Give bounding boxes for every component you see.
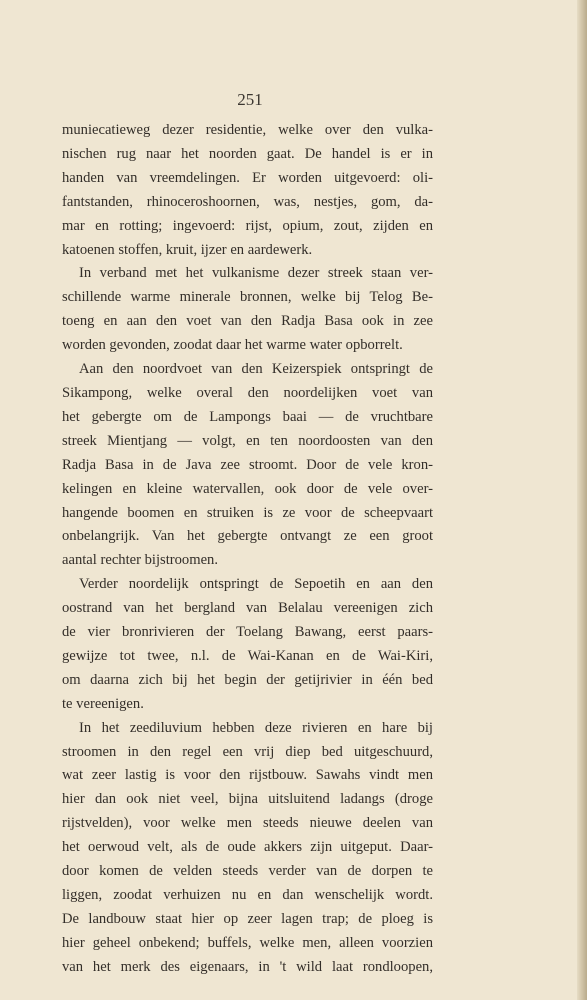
text-line: liggen, zoodat verhuizen nu en dan wenschelijk wordt.: [62, 887, 433, 903]
text-line: streek Mientjang — volgt, en ten noordoosten van den: [62, 432, 433, 449]
text-line: hier geheel onbekend; buffels, welke men, alleen voorzien: [62, 934, 433, 951]
text-line: handen van vreemdelingen. Er worden uitgevoerd: oli-: [62, 169, 433, 186]
text-line: kelingen en kleine watervallen, ook door de vele over-: [62, 480, 433, 497]
text-line: stroomen in den regel een vrij diep bed uitgeschuurd,: [62, 743, 433, 760]
text-line: oostrand van het bergland van Belalau vereenigen zich: [62, 600, 433, 617]
paragraph-1: [62, 119, 433, 262]
text-line: hier dan ook niet veel, bijna uitsluitend ladangs (droge: [62, 791, 433, 808]
body-text: [62, 119, 433, 980]
text-line: de vier bronrivieren der Toelang Bawang, eerst paars-: [62, 624, 433, 641]
text-line: Aan den noordvoet van den Keizerspiek ontspringt de: [79, 361, 433, 378]
text-line: Sikampong, welke overal den noordelijken voet van: [62, 384, 433, 401]
text-line: worden gevonden, zoodat daar het warme water opborrelt.: [62, 337, 403, 354]
text-line: te vereenigen.: [62, 695, 144, 712]
text-line: om daarna zich bij het begin der getijrivier in één bed: [62, 671, 433, 688]
text-line: In het zeediluvium hebben deze rivieren en hare bij: [79, 719, 433, 736]
paragraph-2: [62, 262, 433, 358]
paragraph-5: [62, 717, 433, 980]
text-line: Verder noordelijk ontspringt de Sepoetih en aan den: [79, 576, 433, 593]
paragraph-3: [62, 358, 433, 573]
text-line: fantstanden, rhinoceroshoornen, was, nestjes, gom, da-: [62, 193, 433, 210]
text-line: gewijze tot twee, n.l. de Wai-Kanan en de Wai-Kiri,: [62, 647, 433, 664]
page-binding-edge: [577, 0, 587, 1000]
text-line: het oerwoud velt, als de oude akkers zijn uitgeput. Daar-: [62, 839, 433, 856]
text-line: katoenen stoffen, kruit, ijzer en aardewerk.: [62, 241, 313, 258]
text-line: het gebergte om de Lampongs baai — de vruchtbare: [62, 408, 433, 425]
text-line: In verband met het vulkanisme dezer streek staan ver-: [79, 265, 433, 282]
text-line: van het merk des eigenaars, in 't wild laat rondloopen,: [62, 958, 433, 975]
page-number: 251: [237, 90, 263, 109]
text-line: onbelangrijk. Van het gebergte ontvangt ze een groot: [62, 528, 433, 545]
text-line: toeng en aan den voet van den Radja Basa ook in zee: [62, 313, 433, 330]
text-line: Radja Basa in de Java zee stroomt. Door de vele kron-: [62, 456, 433, 473]
text-line: hangende boomen en struiken is ze voor de scheepvaart: [62, 504, 433, 521]
text-line: aantal rechter bijstroomen.: [62, 552, 219, 569]
text-line: De landbouw staat hier op zeer lagen trap; de ploeg is: [62, 910, 433, 927]
paragraph-4: [62, 573, 433, 716]
text-line: muniecatieweg dezer residentie, welke over den vulka-: [62, 122, 433, 138]
text-line: wat zeer lastig is voor den rijstbouw. Sawahs vindt men: [62, 767, 433, 784]
text-line: schillende warme minerale bronnen, welke bij Telog Be-: [62, 289, 433, 306]
text-line: rijstvelden), voor welke men steeds nieuwe deelen van: [62, 815, 433, 832]
text-line: nischen rug naar het noorden gaat. De handel is er in: [62, 145, 433, 162]
text-line: door komen de velden steeds verder van de dorpen te: [62, 863, 433, 880]
text-line: mar en rotting; ingevoerd: rijst, opium, zout, zijden en: [62, 217, 433, 234]
